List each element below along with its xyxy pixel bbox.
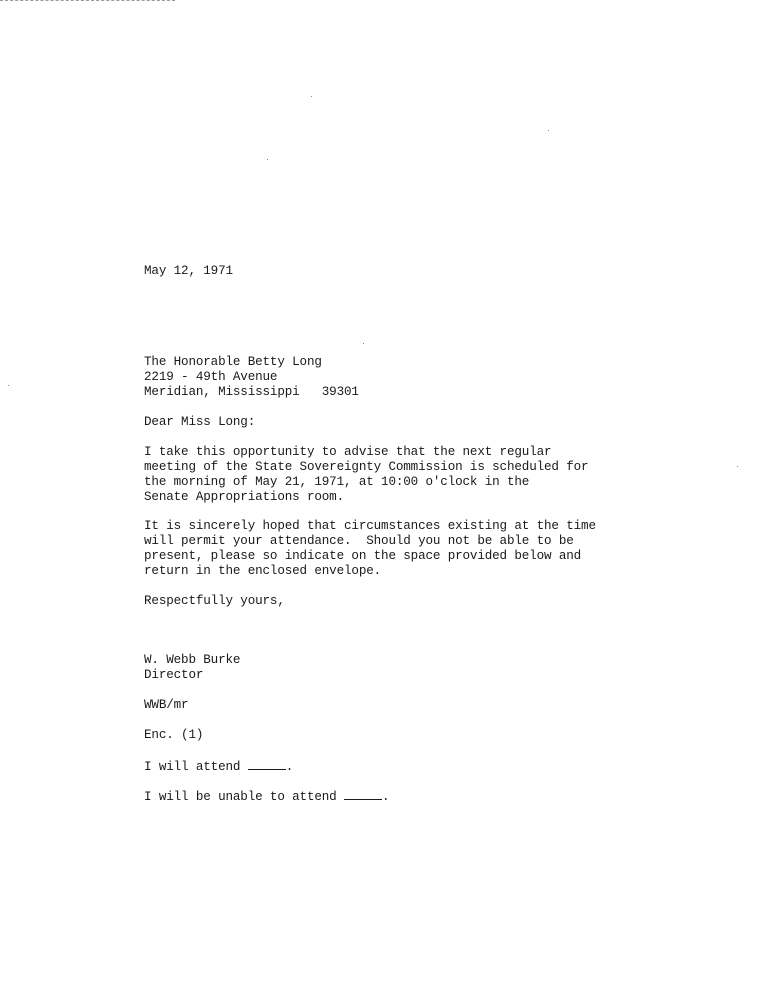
signer-title: Director <box>144 668 204 682</box>
enclosure-note: Enc. (1) <box>144 728 204 742</box>
unable-response-line <box>144 788 389 805</box>
reference-initials: WWB/mr <box>144 698 189 712</box>
scan-speck <box>548 130 549 131</box>
recipient-street: 2219 - 49th Avenue <box>144 370 278 384</box>
unable-checkbox-blank <box>344 788 382 800</box>
paragraph-1-line-3: the morning of May 21, 1971, at 10:00 o'clock in the <box>144 475 530 489</box>
paragraph-1-line-1: I take this opportunity to advise that the next regular <box>144 445 552 459</box>
closing: Respectfully yours, <box>144 594 285 608</box>
attend-label: I will attend <box>144 760 241 774</box>
paragraph-2-line-1: It is sincerely hoped that circumstances existing at the time <box>144 519 596 533</box>
unable-label: I will be unable to attend <box>144 790 337 804</box>
salutation: Dear Miss Long: <box>144 415 256 429</box>
letter-date: May 12, 1971 <box>144 264 233 278</box>
scan-speck <box>363 343 364 344</box>
attend-response-line <box>144 758 293 775</box>
recipient-city-state-zip: Meridian, Mississippi 39301 <box>144 385 359 399</box>
paragraph-2-line-4: return in the enclosed envelope. <box>144 564 382 578</box>
scan-speck <box>8 385 9 386</box>
paragraph-2-line-2: will permit your attendance. Should you not be able to be <box>144 534 574 548</box>
paragraph-1-line-2: meeting of the State Sovereignty Commission is scheduled for <box>144 460 589 474</box>
scan-speck <box>311 96 312 97</box>
paragraph-2-line-3: present, please so indicate on the space provided below and <box>144 549 582 563</box>
attend-period: . <box>285 760 294 774</box>
scan-speck <box>737 466 738 467</box>
recipient-name: The Honorable Betty Long <box>144 355 322 369</box>
scan-speck <box>267 159 268 160</box>
attend-checkbox-blank <box>248 758 286 770</box>
unable-period: . <box>382 790 390 804</box>
signer-name: W. Webb Burke <box>144 653 241 667</box>
scan-edge-border <box>0 0 175 1</box>
paragraph-1-line-4: Senate Appropriations room. <box>144 490 345 504</box>
